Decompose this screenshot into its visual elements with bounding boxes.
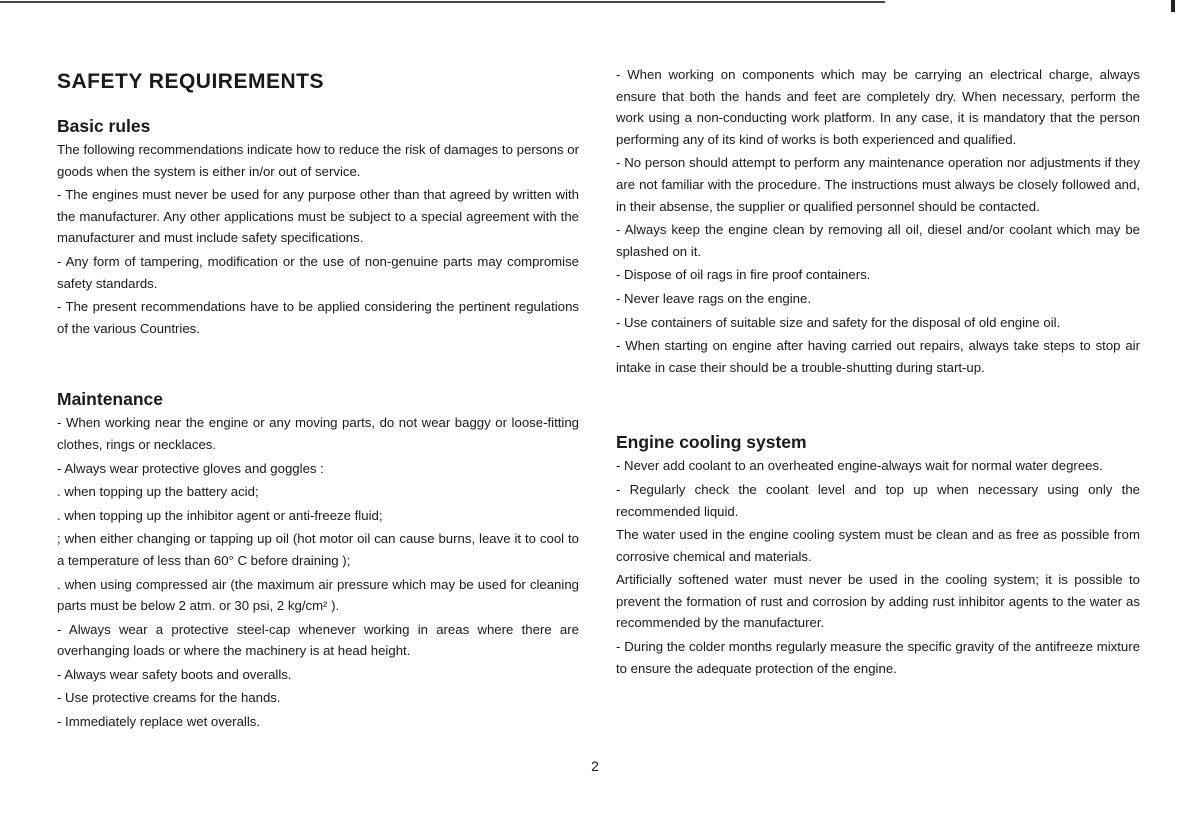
safety-item: - Dispose of oil rags in fire proof containers. (616, 267, 871, 283)
section-spacer (616, 380, 1140, 424)
basic-rules-paragraph: - Any form of tampering, modification or the use of non-genuine parts may compromise safety standards. (57, 253, 579, 291)
maintenance-item: - Always wear safety boots and overalls. (57, 666, 292, 682)
scan-top-border (0, 1, 885, 3)
cooling-heading: Engine cooling system (616, 432, 807, 453)
safety-item: - Always keep the engine clean by removing all oil, diesel and/or coolant which may be splashed on it. (616, 222, 1140, 259)
cooling-item: - During the colder months regularly measure the specific gravity of the antifreeze mixture to ensure the adequate protection of the engine. (616, 639, 1140, 676)
basic-rules-heading: Basic rules (57, 116, 151, 136)
cooling-item: The water used in the engine cooling system must be clean and as free as possible from corrosive chemical and materials. (616, 527, 1140, 564)
scan-edge-mark (1171, 0, 1175, 12)
cooling-item: - Never add coolant to an overheated engine-always wait for normal water degrees. (616, 458, 1103, 474)
maintenance-item: . when using compressed air (the maximum air pressure which may be used for cleaning parts must be below 2 atm. or 30 psi, 2 kg/cm² ). (57, 576, 579, 614)
cooling-item: - Regularly check the coolant level and top up when necessary using only the recommended liquid. (616, 481, 1140, 519)
section-spacer (57, 341, 579, 381)
basic-rules-paragraph: - The engines must never be used for any purpose other than that agreed by written with the manufacturer. Any other applications must be subject to a special agreement with the manufacturer and must include safety specifications. (57, 187, 579, 246)
safety-item: - When starting on engine after having carried out repairs, always take steps to stop air intake in case their should be a trouble-shutting during start-up. (616, 338, 1140, 375)
basic-rules-paragraph: - The present recommendations have to be applied considering the pertinent regulations of the various Countries. (57, 299, 579, 336)
safety-item: - When working on components which may be carrying an electrical charge, always ensure that both the hands and feet are completely dry. When necessary, perform the work using a non-conducting work platform. In any case, it is mandatory that the person performing any of its kind of works is both experienced and qualified. (616, 67, 1140, 147)
maintenance-item: - Immediately replace wet overalls. (57, 714, 261, 730)
safety-item: - Never leave rags on the engine. (616, 290, 811, 306)
maintenance-item: . when topping up the inhibitor agent or anti-freeze fluid; (57, 507, 383, 523)
maintenance-item: - Use protective creams for the hands. (57, 690, 281, 706)
maintenance-heading: Maintenance (57, 389, 163, 410)
maintenance-item: . when topping up the battery acid; (57, 484, 259, 500)
basic-rules-paragraph: The following recommendations indicate how to reduce the risk of damages to persons or goods when the system is either in/or out of service. (57, 142, 579, 179)
cooling-item: Artificially softened water must never be used in the cooling system; it is possible to prevent the formation of rust and corrosion by adding rust inhibitor agents to the water as recommended by the manufacturer. (616, 572, 1140, 631)
left-column (57, 56, 579, 735)
page-title: SAFETY REQUIREMENTS (57, 70, 324, 93)
safety-item: - Use containers of suitable size and safety for the disposal of old engine oil. (616, 314, 1061, 330)
maintenance-item: - When working near the engine or any moving parts, do not wear baggy or loose-fitting clothes, rings or necklaces. (57, 415, 579, 452)
right-column (616, 64, 1140, 681)
maintenance-item: - Always wear a protective steel-cap whenever working in areas where there are overhanging loads or where the machinery is at head height. (57, 621, 579, 659)
maintenance-item: - Always wear protective gloves and goggles : (57, 460, 324, 476)
page-number: 2 (591, 758, 599, 774)
safety-item: - No person should attempt to perform any maintenance operation nor adjustments if they are not familiar with the procedure. The instructions must always be closely followed and, in their absense, the supplier or qualified personnel should be contacted. (616, 155, 1140, 214)
maintenance-item: ; when either changing or tapping up oil (hot motor oil can cause burns, leave it to cool to a temperature of less than 60° C before draining ); (57, 531, 579, 568)
